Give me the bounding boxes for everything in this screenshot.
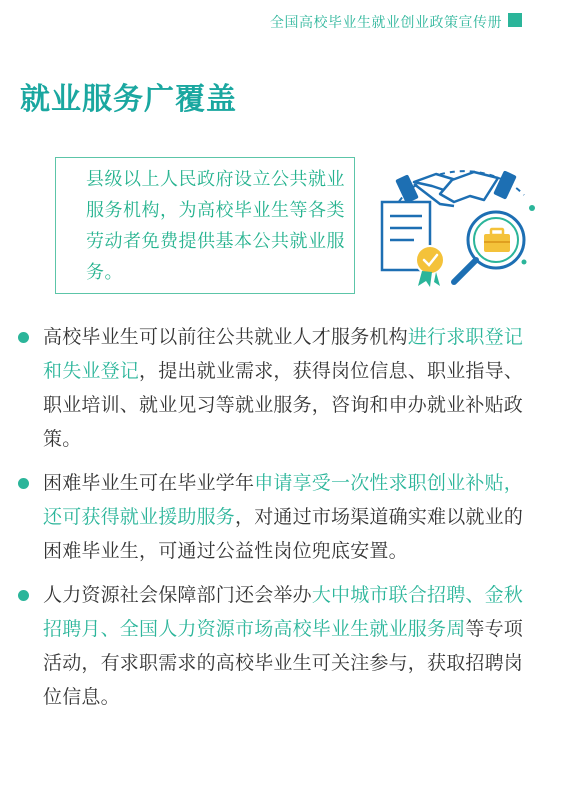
bullet-dot xyxy=(18,590,29,601)
bullet-item xyxy=(10,466,540,568)
certificate-seal-icon xyxy=(416,246,444,287)
header-title: 全国高校毕业生就业创业政策宣传册 xyxy=(270,15,502,31)
bullet-item xyxy=(10,578,540,714)
bullet-highlight: 大中城市联合招聘、金秋招聘月、全国人力资源市场高校毕业生就业服务周 xyxy=(43,584,524,640)
bullet-text: ，对通过市场渠道确实难以就业的困难毕业生，可通过公益性岗位兜底安置。 xyxy=(43,506,524,562)
intro-text: 县级以上人民政府设立公共就业服务机构，为高校毕业生等各类劳动者免费提供基本公共就业服务。 xyxy=(82,164,350,288)
bullet-dot xyxy=(18,332,29,343)
illustration xyxy=(374,150,544,290)
bullet-highlight: 申请享受一次性求职创业补贴，还可获得就业援助服务 xyxy=(43,472,524,528)
bullet-text: 人力资源社会保障部门还会举办 xyxy=(43,584,312,606)
handshake-icon xyxy=(395,170,517,206)
page-title: 就业服务广覆盖 xyxy=(20,82,237,117)
bullet-text: 等专项活动，有求职需求的高校毕业生可关注参与，获取招聘岗位信息。 xyxy=(43,618,524,708)
bullet-text: 高校毕业生可以前往公共就业人才服务机构 xyxy=(43,326,408,348)
header-square-mark xyxy=(508,13,522,27)
bullet-item xyxy=(10,320,540,456)
bullet-list xyxy=(10,320,540,724)
bullet-highlight: 进行求职登记和失业登记 xyxy=(43,326,524,382)
bullet-text: ，提出就业需求，获得岗位信息、职业指导、职业培训、就业见习等就业服务，咨询和申办就业补贴政策。 xyxy=(43,360,524,450)
intro-box xyxy=(55,157,355,294)
bullet-text: 困难毕业生可在毕业学年 xyxy=(43,472,255,494)
bullet-dot xyxy=(18,478,29,489)
